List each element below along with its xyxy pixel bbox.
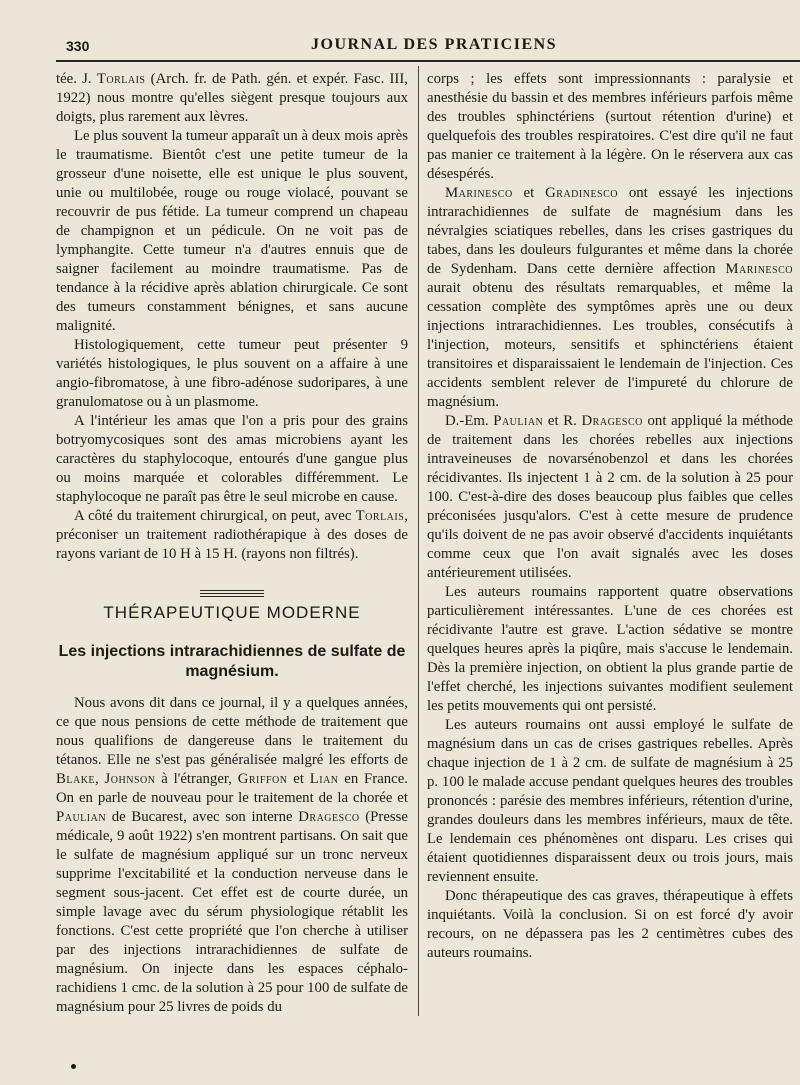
paragraph: Les auteurs roumains ont aussi employé le sulfate de magnésium dans un cas de crises gastriques rebelles. Après chaque injection de 1 à 2 cm. de sulfate de magnésium à 25 p. 100 le malade accuse pendant quelques heures des troubles prononcés : parésie des membres inférieurs, rétention d'urine, grandes douleurs dans les membres inférieurs, maux de tête. Le lendemain ces phénomènes ont disparu. Les crises qui étaient quotidiennes disparaissent deux ou trois jours, mais reviennent ensuite. bbox=[427, 717, 793, 885]
left-column bbox=[56, 70, 408, 1017]
paragraph: A côté du traitement chirurgical, on peut, avec Torlais, préconiser un traitement radiothérapique à des doses de rayons variant de 10 H à 15 H. (rayons non filtrés). bbox=[56, 508, 408, 562]
page-header bbox=[56, 36, 800, 58]
header-rule bbox=[56, 60, 800, 62]
paragraph: Donc thérapeutique des cas graves, thérapeutique à effets inquiétants. Voilà la conclusion. Si on est forcé d'y avoir recours, on ne dépassera pas les 2 centimètres cubes des auteurs roumains. bbox=[427, 888, 793, 961]
paragraph: Le plus souvent la tumeur apparaît un à deux mois après le traumatisme. Bientôt c'est une petite tumeur de la grosseur d'une noisette, elle est unique le plus souvent, unie ou multilobée, rouge ou rouge violacé, pouvant se recouvrir de pus fétide. La tumeur comprend un chapeau de champignon et un pédicule. On ne voit pas de lymphangite. Cette tumeur n'a d'autres ennuis que de saigner facilement au moindre traumatisme. Pas de tendance à la récidive après ablation chirurgicale. Ce sont des tumeurs constamment bénignes, et sans aucune malignité. bbox=[56, 128, 408, 334]
journal-title: JOURNAL DES PRATICIENS bbox=[311, 36, 558, 53]
paragraph: Nous avons dit dans ce journal, il y a quelques années, ce que nous pensions de cette méthode de traitement que nous qualifions de dangereuse dans le traitement du tétanos. Elle ne s'est pas généralisée malgré les efforts de Blake, Johnson à l'étranger, Griffon et Lian en France. On en parle de nouveau pour le traitement de la chorée et Paulian de Bucarest, avec son interne Dragesco (Presse médicale, 9 août 1922) s'en montrent partisans. On sait que le sulfate de magnésium appliqué sur un tronc nerveux supprime l'excitabilité et la conduction nerveuse dans le segment sous-jacent. Cet effet est de courte durée, un simple lavage avec du sérum physiologique rétablit les fonctions. C'est cette propriété que l'on cherche à utiliser par des injections intrarachidiennes de sulfate de magnésium. On injecte dans les espaces céphalo-rachidiens 1 cmc. de la solution à 25 pour 100 de sulfate de magnésium pour 25 livres de poids du bbox=[56, 695, 408, 1015]
section-rules bbox=[200, 590, 264, 597]
paragraph: Histologiquement, cette tumeur peut présenter 9 variétés histologiques, le plus souvent on a affaire à une angio-fibromatose, à une fibro-adénose sudoripares, à une granulomatose ou à un plasmome. bbox=[56, 337, 408, 410]
paragraph: A l'intérieur les amas que l'on a pris pour des grains botryomycosiques sont des amas microbiens ayant les caractères du staphylocoque, entourés d'une gangue plus ou moins marquée et colorables différemment. Le staphylocoque ne paraît pas être le seul microbe en cause. bbox=[56, 413, 408, 505]
printer-mark-dot bbox=[71, 1064, 76, 1069]
paragraph: Les auteurs roumains rapportent quatre observations particulièrement intéressantes. L'une de ces chorées est récidivante l'autre est grave. L'action sédative se montre quelques heures après la piqûre, mais s'accuse le lendemain. Dès la première injection, on obtient la plus grande partie de l'effet cherché, les injections suivantes modifient seulement les petits mouvements qui ont persisté. bbox=[427, 584, 793, 714]
paragraph: corps ; les effets sont impressionnants : paralysie et anesthésie du bassin et des membres inférieurs parfois même des troubles sphinctériens (surtout rétention d'urine) et quelquefois des troubles respiratoires. C'est dire qu'il ne faut pas manier ce traitement à la légère. On le réservera aux cas désespérés. bbox=[427, 71, 793, 182]
paragraph: tée. J. Torlais (Arch. fr. de Path. gén. et expér. Fasc. III, 1922) nous montre qu'elles siègent presque toujours aux doigts, plus rarement aux lèvres. bbox=[56, 71, 408, 125]
column-divider bbox=[418, 66, 419, 1016]
paragraph: D.-Em. Paulian et R. Dragesco ont appliqué la méthode de traitement dans les chorées rebelles aux injections intraveineuses de novarsénobenzol et dans les chorées récidivantes. Ils injectent 1 à 2 cm. de la solution à 25 pour 100. C'est-à-dire des doses beaucoup plus faibles que celles préconisées jusqu'alors. C'est à cette mesure de prudence qu'ils doivent de ne pas avoir observé d'accidents inquiétants comme ceux que l'on avait signalés avec les doses antérieurement utilisées. bbox=[427, 413, 793, 581]
article-title: Les injections intrarachidiennes de sulfate de magnésium. bbox=[58, 643, 406, 680]
page-number: 330 bbox=[66, 38, 90, 54]
right-column bbox=[427, 70, 793, 963]
paragraph: Marinesco et Gradinesco ont essayé les injections intrarachidiennes de sulfate de magnésium dans les névralgies sciatiques rebelles, dans les crises gastriques du tabes, dans les douleurs fulgurantes et même dans la chorée de Sydenham. Dans cette dernière affection Marinesco aurait obtenu des résultats remarquables, et même la cessation complète des symptômes après une ou deux injections intrarachidiennes. Les troubles, consécutifs à l'injection, moteurs, sensitifs et sphinctériens étaient transitoires et disparaissaient le lendemain de l'injection. Ces accidents semblent relever de l'impureté du chlorure de magnésium. bbox=[427, 185, 793, 410]
section-title: THÉRAPEUTIQUE MODERNE bbox=[103, 603, 361, 622]
